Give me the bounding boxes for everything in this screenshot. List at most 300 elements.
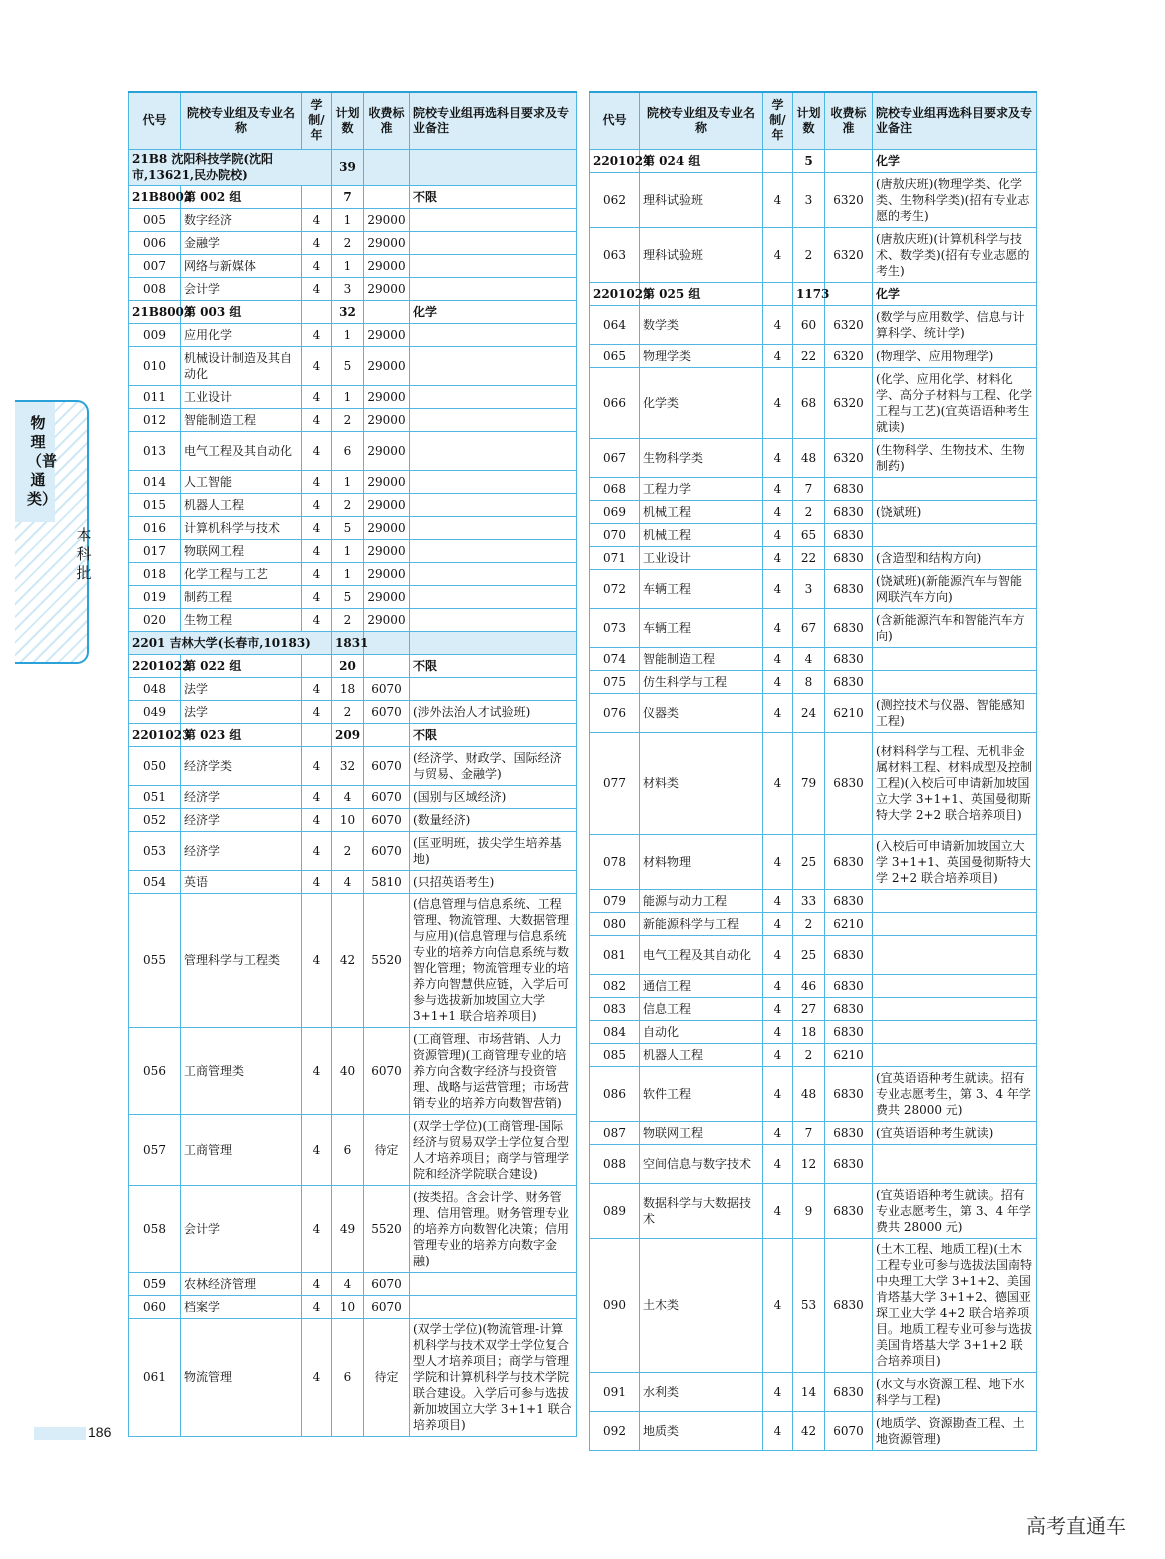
major-code: 009 <box>129 323 181 346</box>
major-code: 067 <box>590 438 640 477</box>
major-code: 056 <box>129 1027 181 1114</box>
group-fee <box>364 185 410 208</box>
major-fee: 6830 <box>825 523 873 546</box>
table-row <box>590 367 1037 438</box>
major-plan: 6 <box>332 1114 364 1185</box>
major-plan: 49 <box>332 1185 364 1272</box>
table-row <box>590 732 1037 834</box>
major-plan: 40 <box>332 1027 364 1114</box>
major-note <box>410 231 577 254</box>
table-row <box>129 808 577 831</box>
major-name: 会计学 <box>181 277 302 300</box>
major-code: 075 <box>590 670 640 693</box>
major-fee: 6830 <box>825 974 873 997</box>
major-note <box>873 889 1037 912</box>
major-code: 010 <box>129 346 181 385</box>
major-note <box>873 935 1037 974</box>
major-name: 材料物理 <box>640 834 763 889</box>
group-fee <box>825 149 873 172</box>
major-plan: 68 <box>793 367 825 438</box>
major-code: 050 <box>129 746 181 785</box>
major-fee: 6830 <box>825 834 873 889</box>
major-years: 4 <box>763 1183 793 1238</box>
major-note <box>873 477 1037 500</box>
major-code: 060 <box>129 1295 181 1318</box>
major-years: 4 <box>763 523 793 546</box>
major-fee: 6320 <box>825 172 873 227</box>
table-row <box>129 677 577 700</box>
major-name: 智能制造工程 <box>181 408 302 431</box>
major-name: 会计学 <box>181 1185 302 1272</box>
major-years: 4 <box>302 808 332 831</box>
major-plan: 22 <box>793 344 825 367</box>
major-code: 052 <box>129 808 181 831</box>
major-years: 4 <box>763 305 793 344</box>
table-row <box>590 227 1037 282</box>
major-note: (饶斌班)(新能源汽车与智能网联汽车方向) <box>873 569 1037 608</box>
side-category-tab <box>15 400 92 664</box>
table-row <box>129 277 577 300</box>
major-fee: 6830 <box>825 732 873 834</box>
table-row <box>590 912 1037 935</box>
major-years: 4 <box>763 608 793 647</box>
major-code: 074 <box>590 647 640 670</box>
major-years: 4 <box>763 693 793 732</box>
major-years: 4 <box>302 746 332 785</box>
table-row <box>590 1121 1037 1144</box>
major-years: 4 <box>302 470 332 493</box>
major-note: (数学与应用数学、信息与计算科学、统计学) <box>873 305 1037 344</box>
group-plan: 1173 <box>793 282 825 305</box>
page-number: 186 <box>88 1424 112 1440</box>
major-plan: 60 <box>793 305 825 344</box>
major-plan: 22 <box>793 546 825 569</box>
table-row <box>590 608 1037 647</box>
major-note: (唐敖庆班)(计算机科学与技术、数学类)(招有专业志愿的考生) <box>873 227 1037 282</box>
major-fee: 6320 <box>825 438 873 477</box>
major-fee: 6830 <box>825 546 873 569</box>
major-plan: 1 <box>332 539 364 562</box>
major-note: (匡亚明班，拔尖学生培养基地) <box>410 831 577 870</box>
major-note <box>873 1144 1037 1183</box>
major-name: 机械工程 <box>640 500 763 523</box>
major-fee: 6070 <box>825 1411 873 1450</box>
major-name: 经济学 <box>181 808 302 831</box>
school-name: 2201 吉林大学(长春市,10183) <box>129 631 332 654</box>
major-name: 工商管理类 <box>181 1027 302 1114</box>
table-row <box>590 1411 1037 1450</box>
major-fee: 6830 <box>825 1121 873 1144</box>
major-plan: 14 <box>793 1372 825 1411</box>
major-fee: 待定 <box>364 1318 410 1436</box>
major-fee: 29000 <box>364 470 410 493</box>
header-plan: 计划数 <box>332 92 364 149</box>
left-table-body <box>129 149 577 1436</box>
major-code: 065 <box>590 344 640 367</box>
table-row <box>590 1144 1037 1183</box>
major-fee: 待定 <box>364 1114 410 1185</box>
group-years <box>302 185 332 208</box>
major-plan: 10 <box>332 1295 364 1318</box>
major-years: 4 <box>302 493 332 516</box>
major-name: 车辆工程 <box>640 569 763 608</box>
major-name: 软件工程 <box>640 1066 763 1121</box>
major-note: (唐敖庆班)(物理学类、化学类、生物科学类)(招有专业志愿的考生) <box>873 172 1037 227</box>
major-years: 4 <box>302 585 332 608</box>
major-note <box>410 431 577 470</box>
table-row <box>129 1185 577 1272</box>
major-fee: 5520 <box>364 893 410 1027</box>
major-plan: 18 <box>793 1020 825 1043</box>
major-note <box>410 277 577 300</box>
table-row <box>129 208 577 231</box>
major-name: 工商管理 <box>181 1114 302 1185</box>
major-fee: 6070 <box>364 808 410 831</box>
header-years: 学制/年 <box>302 92 332 149</box>
major-fee: 29000 <box>364 516 410 539</box>
major-note <box>873 1043 1037 1066</box>
major-fee: 5810 <box>364 870 410 893</box>
major-fee: 6070 <box>364 746 410 785</box>
major-years: 4 <box>763 935 793 974</box>
major-code: 078 <box>590 834 640 889</box>
table-row <box>129 700 577 723</box>
major-fee: 6830 <box>825 1183 873 1238</box>
major-plan: 42 <box>332 893 364 1027</box>
major-plan: 2 <box>793 912 825 935</box>
table-row <box>590 647 1037 670</box>
major-fee: 6320 <box>825 305 873 344</box>
major-years: 4 <box>302 785 332 808</box>
major-years: 4 <box>302 1272 332 1295</box>
major-code: 080 <box>590 912 640 935</box>
table-row <box>590 546 1037 569</box>
major-code: 084 <box>590 1020 640 1043</box>
major-fee: 29000 <box>364 493 410 516</box>
major-fee: 6830 <box>825 500 873 523</box>
group-code: 2201023 <box>129 723 181 746</box>
major-years: 4 <box>302 516 332 539</box>
major-code: 048 <box>129 677 181 700</box>
major-note: (双学士学位)(物流管理-计算机科学与技术双学士学位复合型人才培养项目；商学与管理学院和计算机科学与技术学院联合建设。入学后可参与选拔新加坡国立大学 3+1+1 联合培养项目) <box>410 1318 577 1436</box>
major-code: 055 <box>129 893 181 1027</box>
major-fee: 6210 <box>825 912 873 935</box>
major-plan: 4 <box>793 647 825 670</box>
header-fee: 收费标准 <box>825 92 873 149</box>
table-row <box>129 408 577 431</box>
table-row <box>590 523 1037 546</box>
major-code: 061 <box>129 1318 181 1436</box>
table-row <box>129 785 577 808</box>
table-row <box>129 493 577 516</box>
major-fee: 6070 <box>364 677 410 700</box>
group-years <box>302 723 332 746</box>
major-plan: 48 <box>793 1066 825 1121</box>
major-years: 4 <box>302 677 332 700</box>
major-fee: 29000 <box>364 254 410 277</box>
major-code: 064 <box>590 305 640 344</box>
major-fee: 29000 <box>364 346 410 385</box>
group-years <box>302 654 332 677</box>
major-plan: 2 <box>332 408 364 431</box>
table-row <box>590 305 1037 344</box>
major-name: 物联网工程 <box>181 539 302 562</box>
major-code: 007 <box>129 254 181 277</box>
table-row <box>590 693 1037 732</box>
major-fee: 6320 <box>825 227 873 282</box>
major-note <box>410 346 577 385</box>
major-code: 079 <box>590 889 640 912</box>
major-name: 生物工程 <box>181 608 302 631</box>
table-row <box>129 470 577 493</box>
major-plan: 2 <box>332 493 364 516</box>
table-row <box>590 500 1037 523</box>
group-requirement: 化学 <box>410 300 577 323</box>
major-years: 4 <box>302 831 332 870</box>
major-note <box>410 385 577 408</box>
table-row <box>129 254 577 277</box>
major-years: 4 <box>763 834 793 889</box>
major-years: 4 <box>763 1372 793 1411</box>
major-fee: 29000 <box>364 323 410 346</box>
table-row <box>590 1020 1037 1043</box>
group-name: 第 025 组 <box>640 282 763 305</box>
major-code: 014 <box>129 470 181 493</box>
major-fee: 6210 <box>825 1043 873 1066</box>
major-plan: 10 <box>332 808 364 831</box>
major-name: 网络与新媒体 <box>181 254 302 277</box>
major-plan: 6 <box>332 1318 364 1436</box>
major-note <box>410 254 577 277</box>
major-code: 016 <box>129 516 181 539</box>
table-row <box>129 746 577 785</box>
major-years: 4 <box>763 732 793 834</box>
major-plan: 79 <box>793 732 825 834</box>
major-plan: 67 <box>793 608 825 647</box>
major-note: (数量经济) <box>410 808 577 831</box>
major-code: 069 <box>590 500 640 523</box>
table-row <box>129 870 577 893</box>
major-years: 4 <box>302 323 332 346</box>
header-fee: 收费标准 <box>364 92 410 149</box>
major-name: 空间信息与数字技术 <box>640 1144 763 1183</box>
major-note <box>410 493 577 516</box>
header-note: 院校专业组再选科目要求及专业备注 <box>410 92 577 149</box>
major-years: 4 <box>763 546 793 569</box>
right-table-body <box>590 149 1037 1450</box>
major-plan: 48 <box>793 438 825 477</box>
major-plan: 1 <box>332 208 364 231</box>
major-note: (入校后可申请新加坡国立大学 3+1+1、英国曼彻斯特大学 2+2 联合培养项目) <box>873 834 1037 889</box>
major-note: (宜英语语种考生就读。招有专业志愿考生，第 3、4 年学费共 28000 元) <box>873 1066 1037 1121</box>
major-years: 4 <box>763 172 793 227</box>
major-years: 4 <box>302 385 332 408</box>
major-note: (经济学、财政学、国际经济与贸易、金融学) <box>410 746 577 785</box>
major-note <box>410 677 577 700</box>
table-row <box>129 1272 577 1295</box>
table-row <box>590 935 1037 974</box>
major-plan: 42 <box>793 1411 825 1450</box>
right-admission-table <box>589 91 1037 1451</box>
major-code: 006 <box>129 231 181 254</box>
major-years: 4 <box>763 500 793 523</box>
group-row <box>129 300 577 323</box>
major-note: (宜英语语种考生就读) <box>873 1121 1037 1144</box>
major-fee: 29000 <box>364 231 410 254</box>
major-plan: 1 <box>332 254 364 277</box>
major-name: 工业设计 <box>181 385 302 408</box>
major-years: 4 <box>302 254 332 277</box>
major-code: 059 <box>129 1272 181 1295</box>
major-years: 4 <box>763 974 793 997</box>
major-fee: 29000 <box>364 385 410 408</box>
table-row <box>590 344 1037 367</box>
major-years: 4 <box>763 438 793 477</box>
major-plan: 1 <box>332 562 364 585</box>
major-note: (生物科学、生物技术、生物制药) <box>873 438 1037 477</box>
major-name: 能源与动力工程 <box>640 889 763 912</box>
major-code: 087 <box>590 1121 640 1144</box>
major-name: 化学类 <box>640 367 763 438</box>
major-name: 英语 <box>181 870 302 893</box>
school-name: 21B8 沈阳科技学院(沈阳市,13621,民办院校) <box>129 149 332 185</box>
major-years: 4 <box>302 1185 332 1272</box>
major-years: 4 <box>763 889 793 912</box>
group-plan: 20 <box>332 654 364 677</box>
major-code: 068 <box>590 477 640 500</box>
major-plan: 12 <box>793 1144 825 1183</box>
major-fee: 6320 <box>825 344 873 367</box>
major-note: (材料科学与工程、无机非金属材料工程、材料成型及控制工程)(入校后可申请新加坡国立大学 3+1+1、英国曼彻斯特大学 2+2 联合培养项目) <box>873 732 1037 834</box>
major-note <box>410 562 577 585</box>
major-code: 072 <box>590 569 640 608</box>
major-note <box>410 1272 577 1295</box>
major-code: 088 <box>590 1144 640 1183</box>
major-fee: 6830 <box>825 670 873 693</box>
header-code: 代号 <box>590 92 640 149</box>
major-note <box>410 208 577 231</box>
major-note: (国别与区域经济) <box>410 785 577 808</box>
major-code: 008 <box>129 277 181 300</box>
major-years: 4 <box>763 670 793 693</box>
major-fee: 6070 <box>364 1027 410 1114</box>
major-fee: 6830 <box>825 1020 873 1043</box>
major-plan: 18 <box>332 677 364 700</box>
major-plan: 32 <box>332 746 364 785</box>
major-fee: 6070 <box>364 700 410 723</box>
major-years: 4 <box>763 997 793 1020</box>
side-tab-batch: 本科批 <box>76 526 92 582</box>
major-name: 理科试验班 <box>640 172 763 227</box>
major-name: 经济学类 <box>181 746 302 785</box>
table-row <box>590 438 1037 477</box>
school-plan: 39 <box>332 149 364 185</box>
major-note: (含造型和结构方向) <box>873 546 1037 569</box>
major-years: 4 <box>302 431 332 470</box>
group-years <box>763 282 793 305</box>
major-plan: 3 <box>793 172 825 227</box>
major-years: 4 <box>763 1144 793 1183</box>
major-name: 车辆工程 <box>640 608 763 647</box>
group-row <box>129 654 577 677</box>
major-code: 058 <box>129 1185 181 1272</box>
major-plan: 9 <box>793 1183 825 1238</box>
major-fee: 6830 <box>825 647 873 670</box>
group-row <box>590 149 1037 172</box>
table-row <box>129 831 577 870</box>
major-fee: 6320 <box>825 367 873 438</box>
major-name: 物联网工程 <box>640 1121 763 1144</box>
major-note: (宜英语语种考生就读。招有专业志愿考生，第 3、4 年学费共 28000 元) <box>873 1183 1037 1238</box>
major-years: 4 <box>302 1295 332 1318</box>
major-fee: 29000 <box>364 277 410 300</box>
major-fee: 29000 <box>364 539 410 562</box>
group-requirement: 不限 <box>410 185 577 208</box>
major-years: 4 <box>302 700 332 723</box>
table-row <box>129 562 577 585</box>
table-row <box>590 670 1037 693</box>
major-years: 4 <box>302 208 332 231</box>
group-requirement: 不限 <box>410 654 577 677</box>
major-code: 062 <box>590 172 640 227</box>
major-note: (物理学、应用物理学) <box>873 344 1037 367</box>
table-row <box>129 323 577 346</box>
major-code: 073 <box>590 608 640 647</box>
group-code: 2201025 <box>590 282 640 305</box>
group-row <box>129 723 577 746</box>
table-row <box>129 608 577 631</box>
major-years: 4 <box>763 1066 793 1121</box>
major-fee: 6830 <box>825 477 873 500</box>
major-code: 012 <box>129 408 181 431</box>
major-name: 水利类 <box>640 1372 763 1411</box>
major-plan: 4 <box>332 785 364 808</box>
major-note <box>410 323 577 346</box>
major-note <box>410 516 577 539</box>
major-code: 081 <box>590 935 640 974</box>
group-code: 2201022 <box>129 654 181 677</box>
major-plan: 27 <box>793 997 825 1020</box>
major-years: 4 <box>763 1043 793 1066</box>
group-row <box>590 282 1037 305</box>
group-requirement: 化学 <box>873 149 1037 172</box>
major-fee: 29000 <box>364 585 410 608</box>
table-row <box>129 431 577 470</box>
table-row <box>590 569 1037 608</box>
table-row <box>590 172 1037 227</box>
major-code: 076 <box>590 693 640 732</box>
major-years: 4 <box>302 346 332 385</box>
major-code: 092 <box>590 1411 640 1450</box>
major-code: 018 <box>129 562 181 585</box>
major-fee: 6070 <box>364 1272 410 1295</box>
header-years: 学制/年 <box>763 92 793 149</box>
major-years: 4 <box>302 562 332 585</box>
major-note <box>873 912 1037 935</box>
major-plan: 2 <box>793 227 825 282</box>
group-code: 21B8003 <box>129 300 181 323</box>
major-years: 4 <box>302 1027 332 1114</box>
major-code: 011 <box>129 385 181 408</box>
major-plan: 7 <box>793 1121 825 1144</box>
major-years: 4 <box>763 647 793 670</box>
major-name: 土木类 <box>640 1238 763 1372</box>
school-note <box>410 149 577 185</box>
major-fee: 6830 <box>825 569 873 608</box>
major-note: (双学士学位)(工商管理-国际经济与贸易双学士学位复合型人才培养项目；商学与管理学院和经济学院联合建设) <box>410 1114 577 1185</box>
major-note <box>873 670 1037 693</box>
major-name: 经济学 <box>181 785 302 808</box>
